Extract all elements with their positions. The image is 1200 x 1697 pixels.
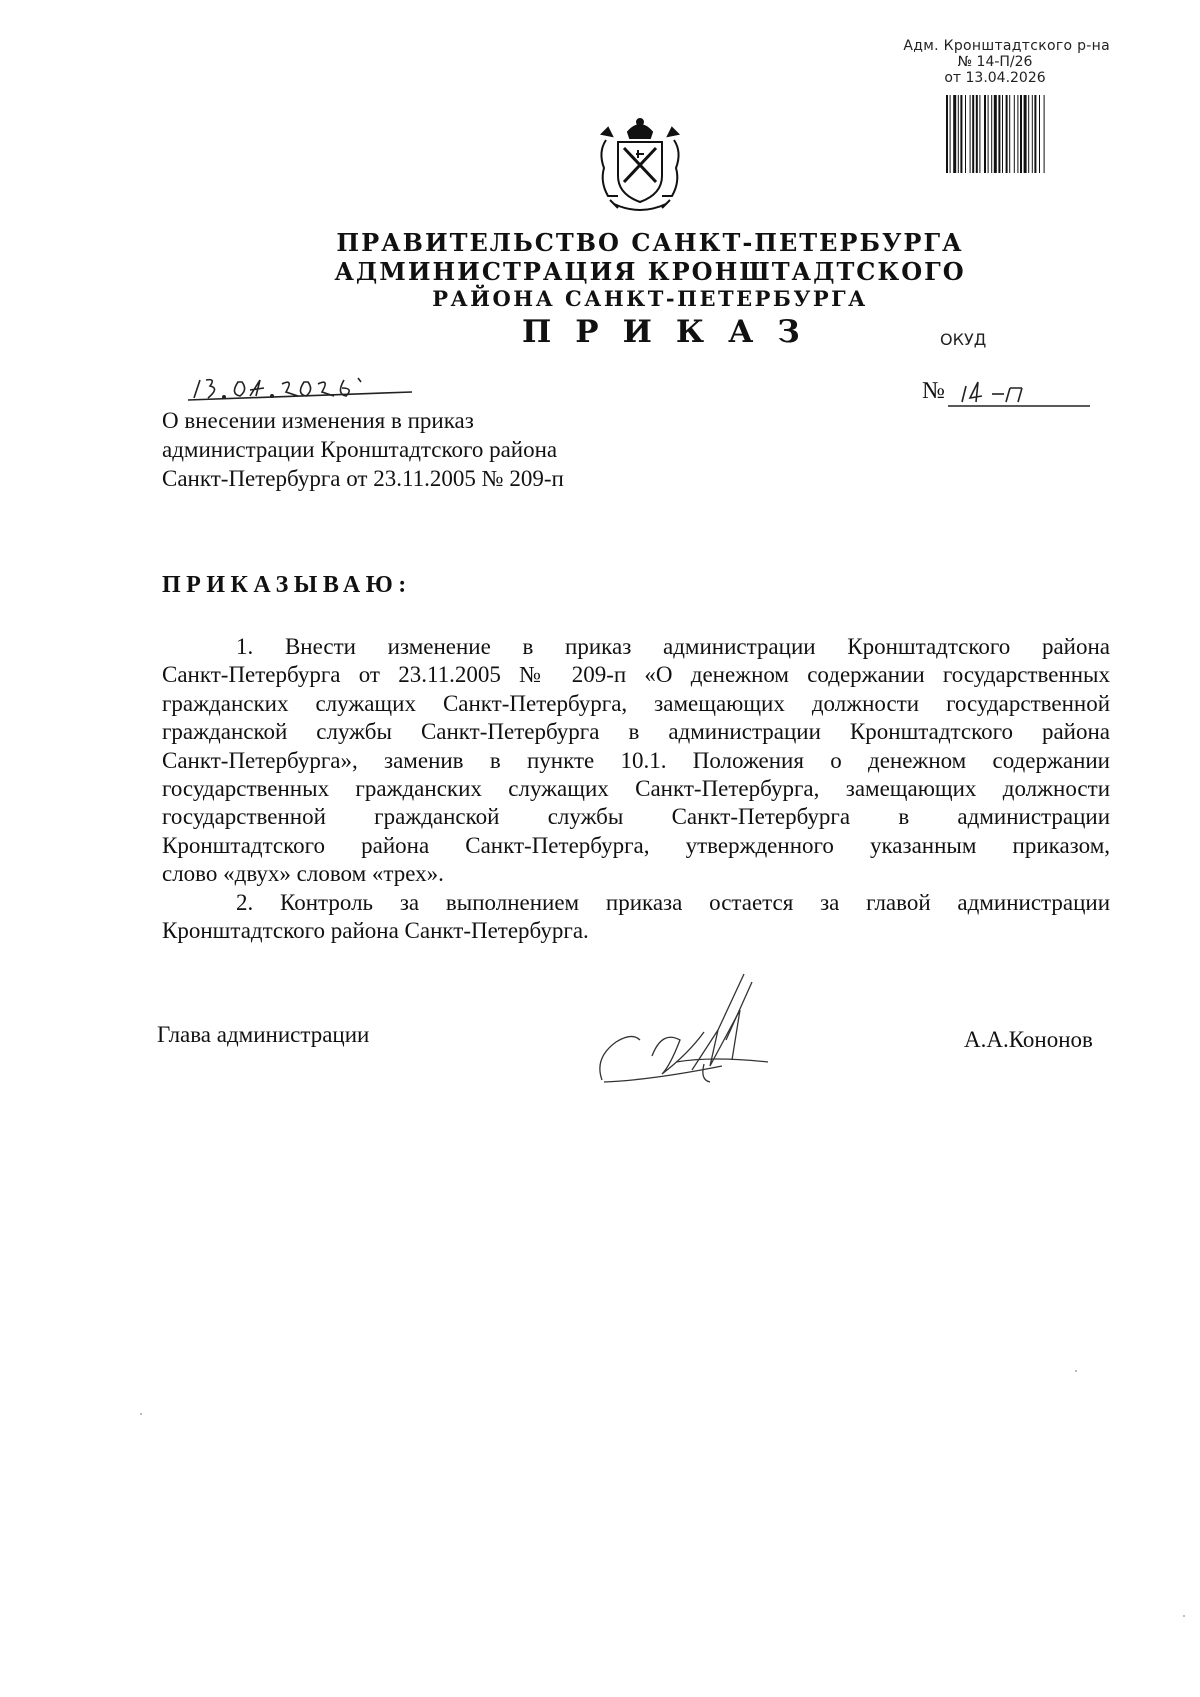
barcode-bar	[950, 95, 951, 173]
body-line: 1. Внести изменение в приказ администрации Кронштадтского района	[236, 634, 1110, 659]
barcode-bar	[998, 95, 1000, 173]
body-line: Санкт-Петербурга», заменив в пункте 10.1. Положения о денежном содержании	[162, 747, 1110, 773]
barcode-bar	[1009, 95, 1010, 173]
signatory-title: Глава администрации	[157, 1022, 370, 1047]
order-number-label: №	[922, 378, 945, 404]
body-line: Санкт-Петербурга от 23.11.2005 № 209-п «О денежном содержании государственных	[162, 662, 1110, 688]
barcode-bar	[970, 95, 971, 173]
barcode-bar	[994, 95, 997, 173]
barcode-bar	[1032, 95, 1033, 173]
barcode-bar	[1006, 95, 1008, 173]
body-line: 2. Контроль за выполнением приказа остается за главой администрации	[236, 889, 1110, 915]
stamp-line-date: от 13.04.2026	[944, 70, 1046, 86]
barcode-bar	[988, 95, 989, 173]
barcode-bar	[1017, 95, 1018, 173]
body-line: гражданской службы Санкт-Петербурга в администрации Кронштадтского района	[162, 719, 1110, 745]
barcode-bar	[1028, 95, 1029, 173]
subject-line: администрации Кронштадтского района	[162, 437, 558, 462]
body-line: Кронштадтского района Санкт-Петербурга, утвержденного указанным приказом,	[162, 832, 1110, 858]
barcode-bar	[979, 95, 980, 173]
subject-line: Санкт-Петербурга от 23.11.2005 № 209-п	[162, 466, 564, 491]
stamp-line-number: № 14-П/26	[957, 54, 1033, 70]
barcode-image	[946, 95, 1100, 173]
barcode-bar	[984, 95, 986, 173]
barcode-bar	[1024, 95, 1027, 173]
barcode-bar	[946, 95, 948, 173]
registration-stamp	[880, 38, 1110, 86]
barcode-bar	[953, 95, 956, 173]
order-body	[162, 633, 1110, 945]
barcode-bar	[958, 95, 959, 173]
barcode-bar	[972, 95, 974, 173]
subject-line: О внесении изменения в приказ	[162, 408, 474, 433]
scan-speck	[1075, 1370, 1077, 1372]
body-line: слово «двух» словом «трех».	[162, 861, 444, 887]
coat-of-arms-icon	[588, 112, 692, 216]
barcode-bar	[1044, 95, 1045, 173]
barcode-bar	[1034, 95, 1036, 173]
body-line: государственной гражданской службы Санкт-Петербурга в администрации	[162, 804, 1110, 830]
body-line: гражданских служащих Санкт-Петербурга, замещающих должности государственной	[162, 690, 1110, 716]
header-district: РАЙОНА САНКТ-ПЕТЕРБУРГА	[432, 286, 868, 311]
scan-speck	[1183, 1615, 1185, 1617]
header-administration: АДМИНИСТРАЦИЯ КРОНШТАДТСКОГО	[334, 257, 966, 286]
handwritten-date	[186, 370, 418, 406]
document-type-title: ПРИКАЗ	[522, 314, 824, 350]
okud-label: ОКУД	[940, 330, 987, 349]
handwritten-order-number	[948, 372, 1090, 412]
document-subject	[162, 406, 564, 493]
scan-speck	[140, 1413, 142, 1415]
order-heading: ПРИКАЗЫВАЮ:	[162, 572, 412, 598]
barcode-bar	[1020, 95, 1022, 173]
barcode-bar	[976, 95, 978, 173]
body-line: государственных гражданских служащих Санкт-Петербурга, замещающих должности	[162, 776, 1110, 802]
barcode-bar	[960, 95, 962, 173]
header-government: ПРАВИТЕЛЬСТВО САНКТ-ПЕТЕРБУРГА	[336, 228, 964, 257]
barcode-bar	[1014, 95, 1015, 173]
signatory-name: А.А.Кононов	[964, 1027, 1093, 1052]
barcode-bar	[991, 95, 992, 173]
barcode-bar	[1039, 95, 1040, 173]
body-line: Кронштадтского района Санкт-Петербурга.	[162, 918, 589, 944]
stamp-line-organization: Адм. Кронштадтского р-на	[903, 38, 1110, 54]
barcode-bar	[1002, 95, 1003, 173]
barcode-bar	[965, 95, 966, 173]
handwritten-signature	[592, 970, 804, 1096]
